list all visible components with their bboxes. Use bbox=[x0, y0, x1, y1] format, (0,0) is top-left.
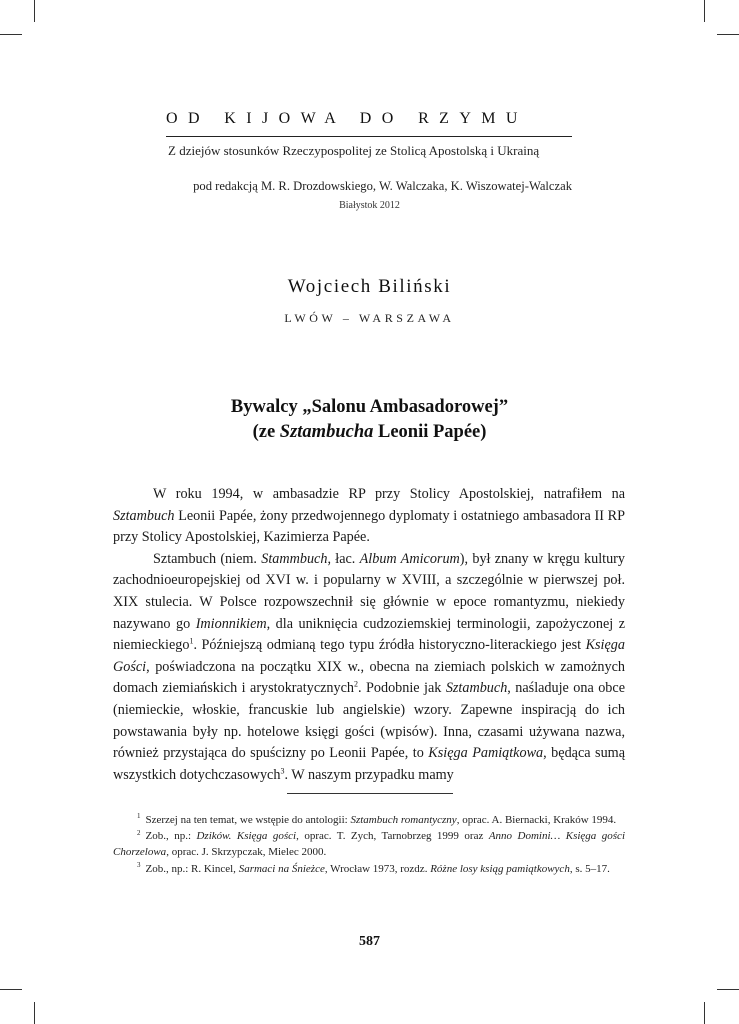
text-run: . Podobnie jak bbox=[358, 680, 446, 697]
crop-mark-top-right-h bbox=[717, 34, 739, 35]
italic-run: Dzików. Księga gości bbox=[196, 830, 297, 843]
author-name: Wojciech Biliński bbox=[287, 276, 452, 297]
crop-mark-bottom-left-h bbox=[0, 989, 22, 990]
footnote-number: 3 bbox=[137, 860, 141, 869]
text-run: ), był znany w kręgu kultury zachodnioeuropejskiej od XVI w. i popularny w XVIII, a szczególnie w pierwszej poł. XIX stulecia. W Polsce rozpowszechnił się głównie w epoce romantyzmu, niekiedy nazywano go bbox=[113, 550, 625, 632]
paragraph-1 bbox=[113, 484, 625, 549]
footnote-3 bbox=[113, 861, 625, 877]
title-line2-post: Leonii Papée) bbox=[373, 422, 487, 442]
crop-mark-bottom-right-h bbox=[717, 989, 739, 990]
text-run: , będąca sumą wszystkich dotychczasowych bbox=[113, 745, 626, 783]
text-run: , poświadczona na początku XIX w., obecna na ziemiach polskich w zamożnych domach ziemiańskich i arystokratycznych bbox=[113, 658, 625, 697]
text-run: Leonii Papée, żony przedwojennego dyplomaty i ostatniego ambasadora II RP przy Stolicy Apostolskiej, Kazimierza Papée. bbox=[113, 507, 625, 546]
italic-run: Sztambuch bbox=[113, 507, 175, 524]
crop-mark-top-left-h bbox=[0, 34, 22, 35]
text-run: W roku 1994, w ambasadzie RP przy Stolicy Apostolskiej, natrafiłem na bbox=[153, 486, 625, 502]
footnote-ref-3[interactable]: 3 bbox=[280, 765, 285, 775]
article-title-line1: Bywalcy „Salonu Ambasadorowej” bbox=[230, 397, 509, 417]
footnote-number: 2 bbox=[137, 828, 141, 837]
text-run: . W naszym przypadku mamy bbox=[284, 766, 454, 783]
footnote-ref-1[interactable]: 1 bbox=[189, 636, 194, 646]
crop-mark-bottom-right bbox=[704, 1002, 705, 1024]
article-title bbox=[0, 395, 739, 445]
text-run: , oprac. A. Biernacki, Kraków 1994. bbox=[456, 814, 617, 826]
text-run: Szerzej na ten temat, we wstępie do antologii: bbox=[145, 814, 351, 826]
paragraph-2 bbox=[113, 549, 625, 787]
footnote-2 bbox=[113, 828, 625, 860]
crop-mark-top-left bbox=[34, 0, 35, 22]
footnote-ref-2[interactable]: 2 bbox=[354, 679, 359, 689]
body-text bbox=[113, 484, 625, 786]
text-run: Zob., np.: R. Kincel, bbox=[145, 862, 239, 875]
title-line2-italic: Sztambucha bbox=[279, 422, 374, 442]
series-title: OD KIJOWA DO RZYMU bbox=[166, 110, 528, 127]
article-title-line2 bbox=[0, 420, 739, 445]
title-line2-pre: (ze bbox=[252, 422, 280, 442]
italic-run: Anno Domini… Księga gości Chorzelowa bbox=[113, 830, 625, 859]
author-affiliation: LWÓW – WARSZAWA bbox=[284, 311, 455, 325]
text-run: , s. 5–17. bbox=[569, 862, 610, 875]
footnote-number: 1 bbox=[137, 812, 141, 821]
italic-run: Imionnikiem bbox=[195, 615, 267, 632]
editors-line: pod redakcją M. R. Drozdowskiego, W. Walczaka, K. Wiszowatej-Walczak bbox=[193, 179, 572, 193]
text-run: , oprac. J. Skrzypczak, Mielec 2000. bbox=[166, 846, 327, 859]
footnote-rule bbox=[287, 793, 453, 794]
page-number: 587 bbox=[359, 934, 380, 949]
text-run: , Wrocław 1973, rozdz. bbox=[324, 862, 431, 875]
italic-run: Album Amicorum bbox=[359, 550, 460, 567]
italic-run: Stammbuch bbox=[261, 550, 328, 567]
italic-run: Sarmaci na Śnieżce bbox=[238, 862, 325, 875]
place-year: Białystok 2012 bbox=[339, 200, 400, 211]
text-run: Sztambuch (niem. bbox=[153, 550, 262, 567]
text-run: Zob., np.: bbox=[145, 830, 197, 843]
text-run: , dla uniknięcia cudzoziemskiej terminologii, zapożyczonej z niemieckiego bbox=[113, 615, 625, 654]
italic-run: Różne losy ksiąg pamiątkowych bbox=[430, 862, 570, 875]
text-run: , naśladuje ona obce (niemieckie, włoskie, francuskie lub angielskie) wzory. Zapewne inspiracją do ich powstawania były np. hotelowe księgi gości (wpisów). Inna, czasami używana nazwa, również przystająca do spuścizny po Leonii Papée, to bbox=[113, 680, 625, 762]
italic-run: Księga Gości bbox=[113, 637, 625, 675]
text-run: , oprac. T. Zych, Tarnobrzeg 1999 oraz bbox=[296, 830, 489, 843]
italic-run: Księga Pamiątkowa bbox=[428, 745, 544, 762]
series-subtitle: Z dziejów stosunków Rzeczypospolitej ze Stolicą Apostolską i Ukrainą bbox=[168, 143, 540, 158]
series-rule bbox=[166, 136, 572, 137]
crop-mark-bottom-left bbox=[34, 1002, 35, 1024]
footnote-1 bbox=[113, 812, 625, 828]
crop-mark-top-right bbox=[704, 0, 705, 22]
text-run: , łac. bbox=[327, 550, 360, 567]
footnotes bbox=[113, 812, 625, 877]
text-run: . Późniejszą odmianą tego typu źródła historyczno-literackiego jest bbox=[193, 637, 586, 654]
italic-run: Sztambuch bbox=[445, 680, 508, 697]
italic-run: Sztambuch romantyczny bbox=[350, 814, 457, 826]
